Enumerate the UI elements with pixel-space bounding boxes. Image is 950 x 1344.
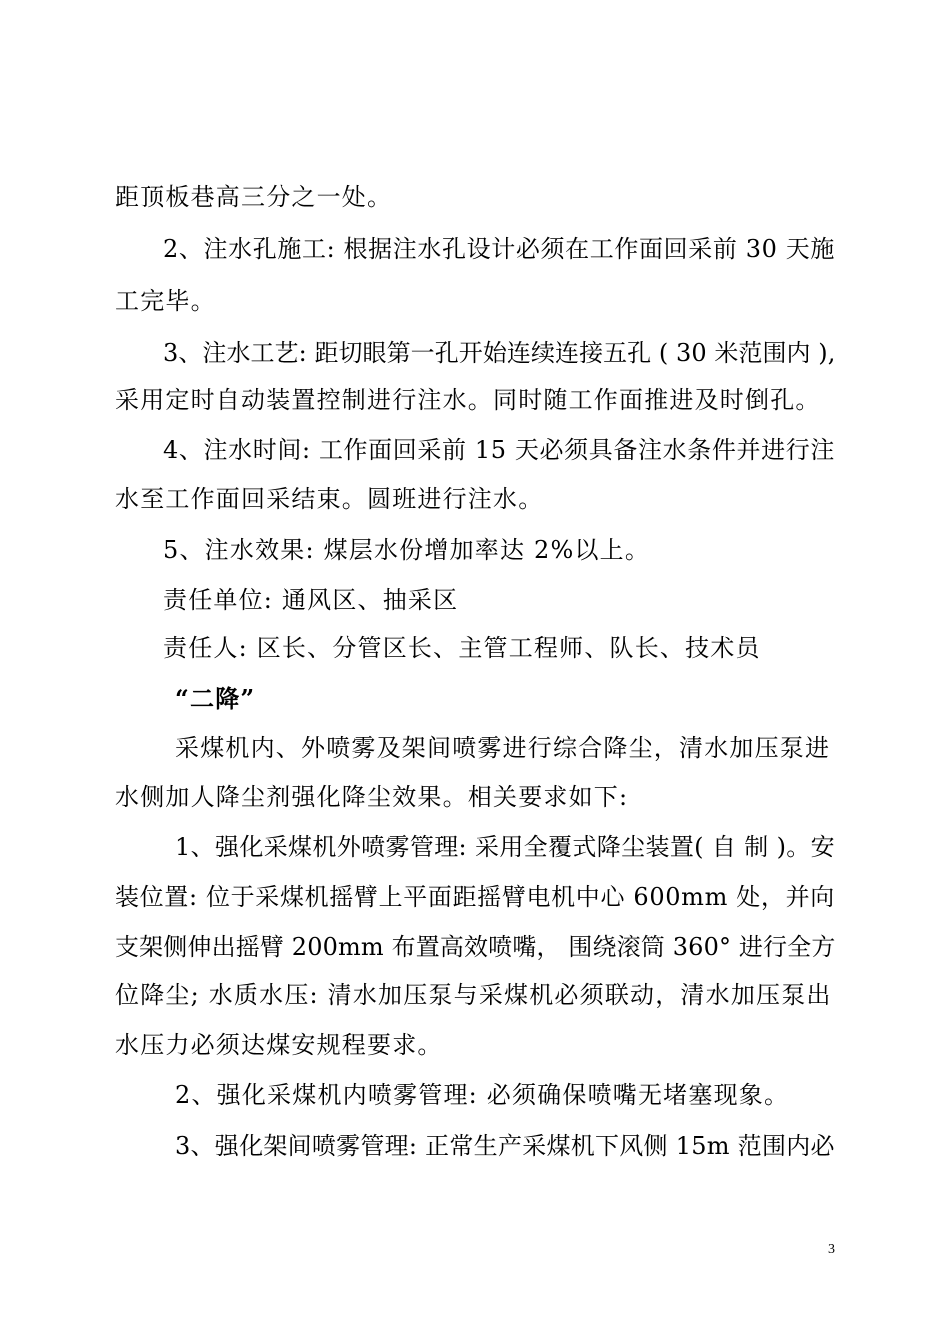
text-line: 责任人: 区长、分管区长、主管工程师、队长、技术员 <box>163 634 761 662</box>
text-line: 4、注水时间: 工作面回采前 15 天必须具备注水条件并进行注 <box>163 436 835 464</box>
text-line: 工完毕。 <box>115 287 216 315</box>
text-line: 5、注水效果: 煤层水份增加率达 2%以上。 <box>163 536 651 564</box>
text-line: 装位置: 位于采煤机摇臂上平面距摇臂电机中心 600mm 处，并向 <box>115 883 835 911</box>
text-line: 支架侧伸出摇臂 200mm 布置高效喷嘴， 围绕滚筒 360° 进行全方 <box>115 933 836 961</box>
text-line: 水至工作面回采结束。圆班进行注水。 <box>115 485 544 513</box>
text-line: 采用定时自动装置控制进行注水。同时随工作面推进及时倒孔。 <box>115 386 821 414</box>
page-number: 3 <box>828 1242 835 1257</box>
text-line: 责任单位: 通风区、抽采区 <box>163 586 459 614</box>
text-line: 3、注水工艺: 距切眼第一孔开始连续连接五孔 ( 30 米范围内 ), <box>163 339 836 367</box>
text-line: 距顶板巷高三分之一处。 <box>115 183 393 211</box>
text-line: 位降尘; 水质水压: 清水加压泵与采煤机必须联动，清水加压泵出 <box>115 981 832 1009</box>
text-line: 水侧加人降尘剂强化降尘效果。相关要求如下: <box>115 783 629 811</box>
section-heading: “二降” <box>175 684 256 713</box>
text-line: 1、强化采煤机外喷雾管理: 采用全覆式降尘装置( 自 制 )。安 <box>175 833 835 861</box>
text-line: 3、强化架间喷雾管理: 正常生产采煤机下风侧 15m 范围内必 <box>175 1132 835 1160</box>
text-line: 水压力必须达煤安规程要求。 <box>115 1031 443 1059</box>
text-line: 采煤机内、外喷雾及架间喷雾进行综合降尘，清水加压泵进 <box>175 734 831 762</box>
text-line: 2、注水孔施工: 根据注水孔设计必须在工作面回采前 30 天施 <box>163 235 835 263</box>
text-line: 2、强化采煤机内喷雾管理: 必须确保喷嘴无堵塞现象。 <box>175 1081 790 1109</box>
